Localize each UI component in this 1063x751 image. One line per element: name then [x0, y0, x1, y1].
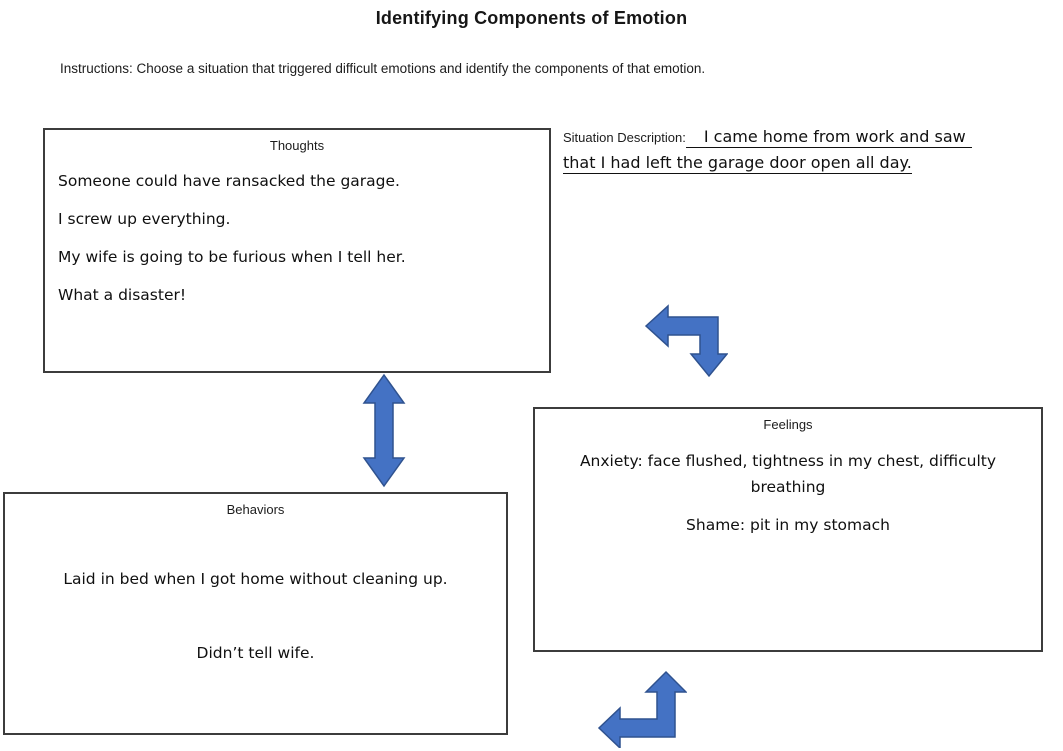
situation-line-2: [563, 152, 1045, 173]
situation-answer-line-2: that I had left the garage door open all day.: [563, 153, 912, 172]
situation-label: Situation Description:: [563, 130, 686, 145]
up-down-arrow-icon: [362, 373, 406, 488]
thoughts-box-label: Thoughts: [269, 138, 325, 153]
thoughts-box: [43, 128, 551, 373]
bent-arrow-left-down-icon: [644, 296, 728, 378]
situation-description: [563, 126, 1045, 173]
behaviors-box-label: Behaviors: [226, 502, 285, 517]
behavior-item: Laid in bed when I got home without cleaning up.: [63, 570, 448, 588]
instructions-text: Instructions: Choose a situation that triggered difficult emotions and identify the components of that emotion.: [60, 61, 706, 76]
behavior-item: Didn’t tell wife.: [196, 644, 315, 662]
page-title: Identifying Components of Emotion: [375, 8, 688, 28]
thought-item: What a disaster!: [58, 286, 187, 304]
bent-arrow-up-left-icon: [597, 670, 687, 748]
thought-item: Someone could have ransacked the garage.: [58, 172, 400, 190]
situation-line-1: [563, 126, 1045, 147]
situation-answer-line-1: I came home from work and saw: [686, 127, 972, 148]
feeling-item: Anxiety: face flushed, tightness in my chest, difficulty breathing: [579, 452, 997, 496]
feelings-box-label: Feelings: [763, 417, 813, 432]
feeling-item: Shame: pit in my stomach: [686, 516, 890, 534]
feelings-box: [533, 407, 1043, 652]
behaviors-box: [3, 492, 508, 735]
thought-item: My wife is going to be furious when I tell her.: [58, 248, 406, 266]
thought-item: I screw up everything.: [58, 210, 231, 228]
